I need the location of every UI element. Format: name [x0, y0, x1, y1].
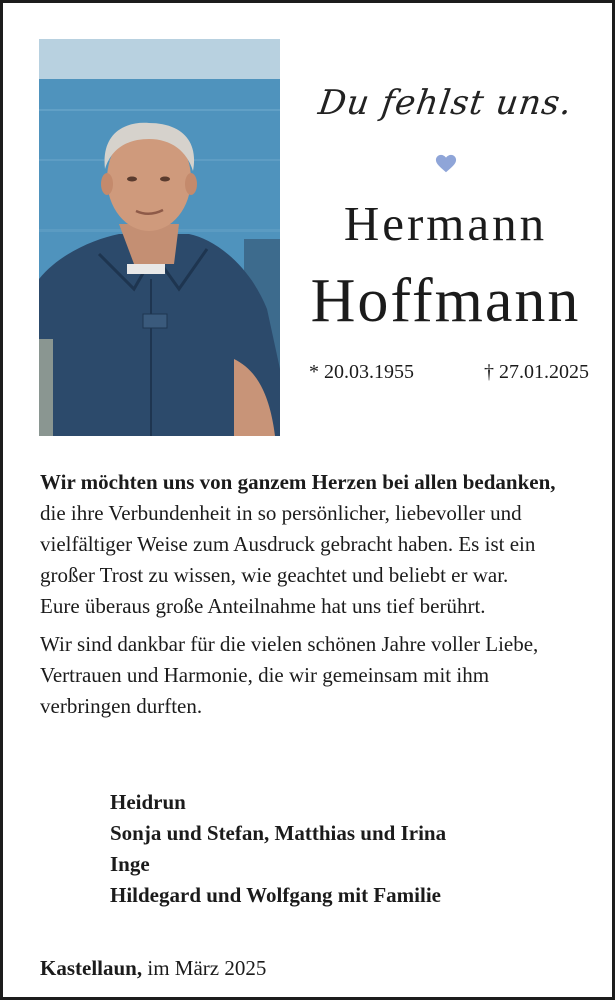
birth-date: * 20.03.1955 [309, 361, 414, 383]
thanks-message [40, 467, 585, 722]
signer-name: Heidrun [110, 790, 186, 814]
closing-date: im März 2025 [142, 956, 267, 980]
motto-script: Du fehlst uns. [315, 83, 576, 123]
last-name: Hoffmann [310, 267, 581, 335]
place-name: Kastellaun, [40, 956, 143, 980]
signers-list [110, 787, 590, 911]
signer-name: Inge [110, 852, 150, 876]
message-bold-lead: Wir möchten uns von ganzem Herzen bei allen bedanken, [40, 470, 556, 494]
message-paragraph-2: Wir sind dankbar für die vielen schönen Jahre voller Liebe, Vertrauen und Harmonie, die wir gemeinsam mit ihm verbringen durften. [40, 632, 539, 718]
death-date: † 27.01.2025 [484, 361, 589, 383]
signer-name: Sonja und Stefan, Matthias und Irina [110, 821, 447, 845]
first-name: Hermann [343, 196, 548, 251]
life-dates [309, 361, 589, 384]
portrait-photo [39, 39, 280, 436]
message-p1-line2: Eure überaus große Anteilnahme hat uns tief berührt. [40, 594, 486, 618]
place-date-line [40, 953, 580, 984]
message-p1-rest: die ihre Verbundenheit in so persönlicher, liebevoller und vielfältiger Weise zum Ausdruck gebracht haben. Es ist ein großer Trost zu wissen, wie geachtet und beliebt er war. [40, 501, 536, 587]
signer-name: Hildegard und Wolfgang mit Familie [110, 883, 441, 907]
message-paragraph-1 [40, 467, 585, 622]
heart-icon [435, 153, 457, 175]
